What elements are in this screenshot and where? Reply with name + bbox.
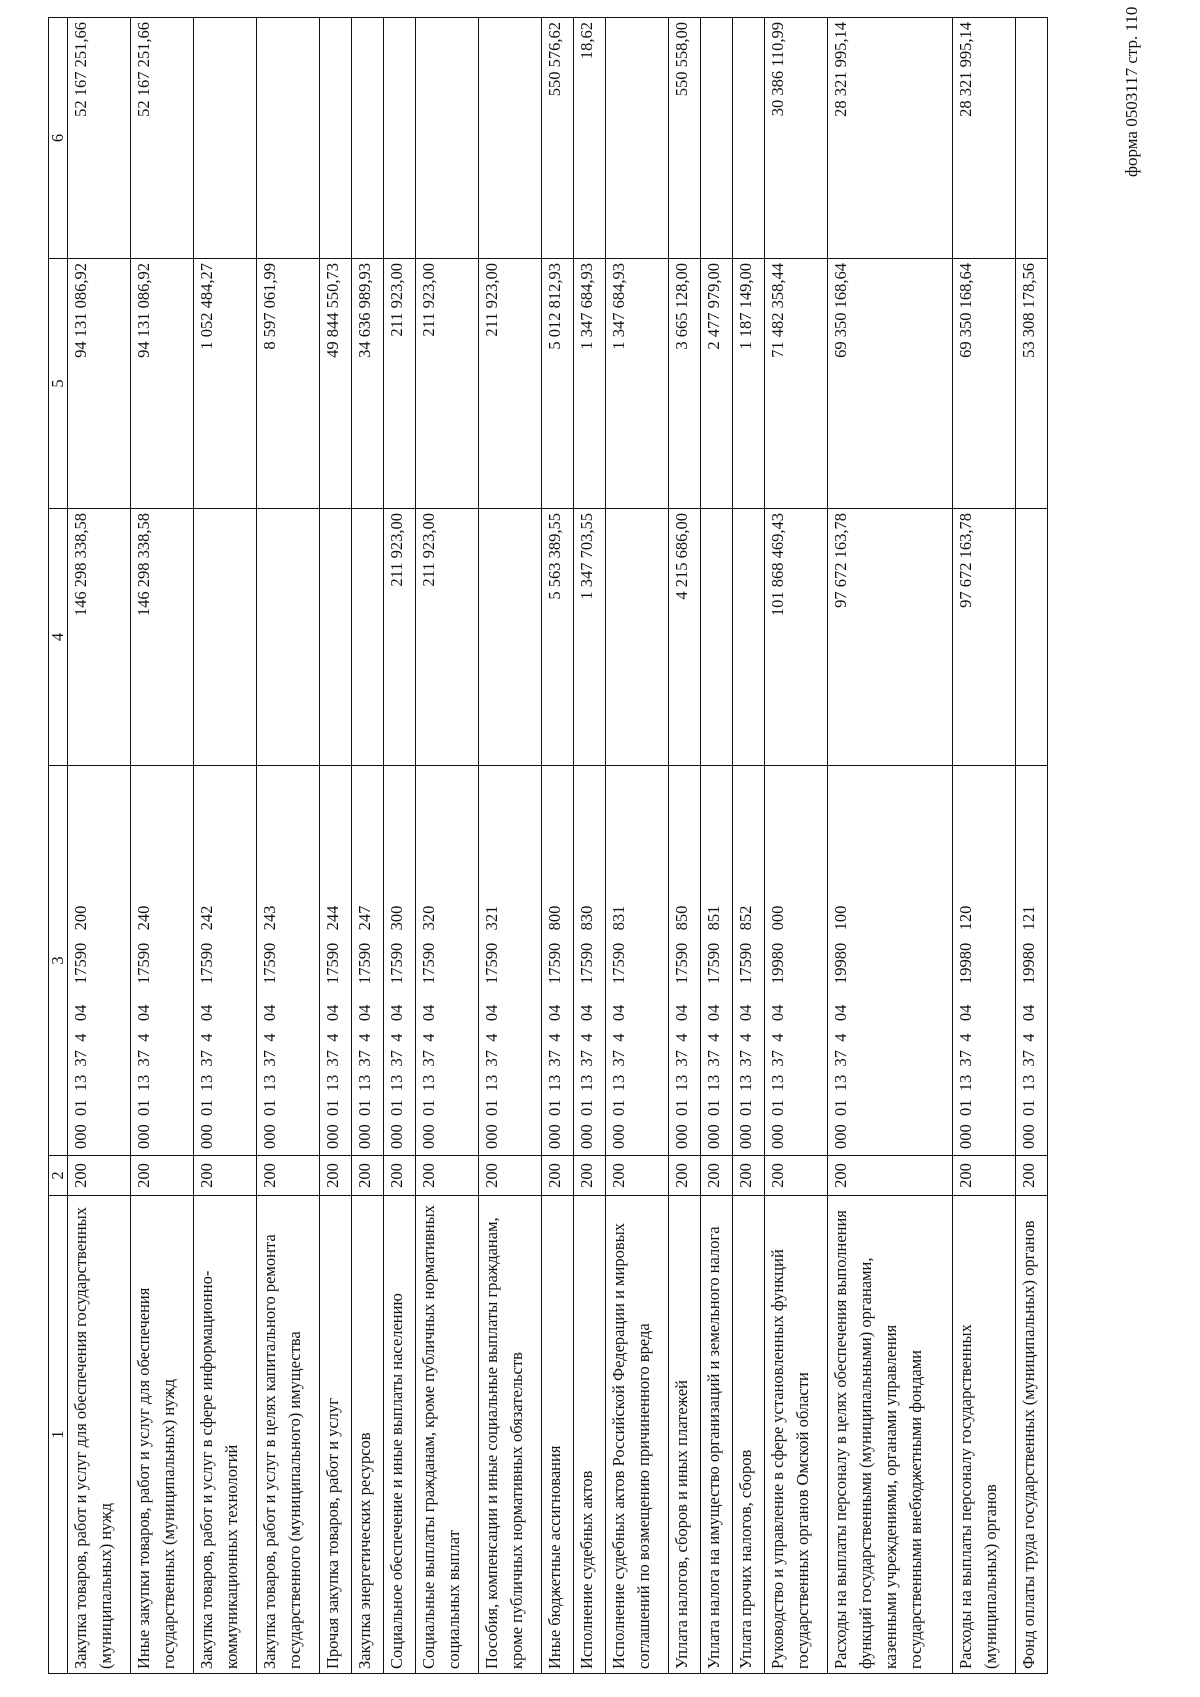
row-name: Расходы на выплаты персоналу в целях обеспечения выполнения функций государственными (муниципальными) органами, казенными учреждениями, органами управления государственными внебюджетными фондами bbox=[828, 1196, 953, 1674]
row-executed: 211 923,00 bbox=[383, 259, 415, 509]
row-executed: 211 923,00 bbox=[478, 259, 541, 509]
row-budget-code: 000 01 13 37 4 04 19980 120 bbox=[952, 766, 1015, 1156]
row-unexecuted bbox=[701, 18, 733, 259]
row-unexecuted: 550 576,62 bbox=[541, 18, 573, 259]
row-budget-code: 000 01 13 37 4 04 17590 852 bbox=[733, 766, 765, 1156]
column-header-4: 4 bbox=[49, 509, 68, 766]
row-approved bbox=[256, 509, 319, 766]
row-budget-code: 000 01 13 37 4 04 17590 320 bbox=[415, 766, 478, 1156]
table-row bbox=[130, 18, 193, 1674]
row-budget-code: 000 01 13 37 4 04 19980 000 bbox=[765, 766, 828, 1156]
table-row bbox=[383, 18, 415, 1674]
row-budget-code: 000 01 13 37 4 04 19980 100 bbox=[828, 766, 953, 1156]
row-approved bbox=[733, 509, 765, 766]
row-name: Закупка товаров, работ и услуг для обеспечения государственных (муниципальных) нужд bbox=[68, 1196, 131, 1674]
row-unexecuted: 18,62 bbox=[573, 18, 605, 259]
row-executed: 49 844 550,73 bbox=[319, 259, 351, 509]
row-unexecuted bbox=[383, 18, 415, 259]
row-name: Социальные выплаты гражданам, кроме публичных нормативных социальных выплат bbox=[415, 1196, 478, 1674]
row-budget-code: 000 01 13 37 4 04 17590 830 bbox=[573, 766, 605, 1156]
row-executed: 34 636 989,93 bbox=[351, 259, 383, 509]
row-unexecuted bbox=[351, 18, 383, 259]
table-row bbox=[606, 18, 669, 1674]
row-line-code: 200 bbox=[606, 1156, 669, 1196]
row-line-code: 200 bbox=[351, 1156, 383, 1196]
row-approved: 211 923,00 bbox=[383, 509, 415, 766]
row-approved bbox=[1015, 509, 1047, 766]
row-budget-code: 000 01 13 37 4 04 17590 242 bbox=[193, 766, 256, 1156]
table-row bbox=[1015, 18, 1047, 1674]
row-unexecuted bbox=[606, 18, 669, 259]
row-executed: 5 012 812,93 bbox=[541, 259, 573, 509]
row-executed: 71 482 358,44 bbox=[765, 259, 828, 509]
row-unexecuted bbox=[1015, 18, 1047, 259]
row-budget-code: 000 01 13 37 4 04 17590 244 bbox=[319, 766, 351, 1156]
table-row bbox=[573, 18, 605, 1674]
row-name: Расходы на выплаты персоналу государственных (муниципальных) органов bbox=[952, 1196, 1015, 1674]
row-line-code: 200 bbox=[193, 1156, 256, 1196]
row-name: Закупка товаров, работ и услуг в сфере информационно-коммуникационных технологий bbox=[193, 1196, 256, 1674]
row-executed: 69 350 168,64 bbox=[828, 259, 953, 509]
row-unexecuted bbox=[256, 18, 319, 259]
row-executed: 1 187 149,00 bbox=[733, 259, 765, 509]
row-name: Прочая закупка товаров, работ и услуг bbox=[319, 1196, 351, 1674]
row-executed: 2 477 979,00 bbox=[701, 259, 733, 509]
table-row bbox=[193, 18, 256, 1674]
row-approved: 5 563 389,55 bbox=[541, 509, 573, 766]
row-approved: 1 347 703,55 bbox=[573, 509, 605, 766]
table-row bbox=[415, 18, 478, 1674]
column-header-1: 1 bbox=[49, 1196, 68, 1674]
table-body bbox=[49, 18, 1048, 1674]
table-row bbox=[733, 18, 765, 1674]
row-line-code: 200 bbox=[1015, 1156, 1047, 1196]
row-approved: 97 672 163,78 bbox=[828, 509, 953, 766]
row-unexecuted bbox=[415, 18, 478, 259]
column-header-6: 6 bbox=[49, 18, 68, 259]
row-budget-code: 000 01 13 37 4 04 17590 831 bbox=[606, 766, 669, 1156]
column-header-3: 3 bbox=[49, 766, 68, 1156]
row-budget-code: 000 01 13 37 4 04 17590 851 bbox=[701, 766, 733, 1156]
row-budget-code: 000 01 13 37 4 04 17590 243 bbox=[256, 766, 319, 1156]
row-budget-code: 000 01 13 37 4 04 17590 850 bbox=[668, 766, 700, 1156]
row-executed: 53 308 178,56 bbox=[1015, 259, 1047, 509]
row-name: Исполнение судебных актов bbox=[573, 1196, 605, 1674]
row-executed: 211 923,00 bbox=[415, 259, 478, 509]
row-approved: 211 923,00 bbox=[415, 509, 478, 766]
row-name: Руководство и управление в сфере установленных функций государственных органов Омской области bbox=[765, 1196, 828, 1674]
table-row bbox=[668, 18, 700, 1674]
table-row bbox=[256, 18, 319, 1674]
row-approved: 4 215 686,00 bbox=[668, 509, 700, 766]
row-executed: 1 347 684,93 bbox=[606, 259, 669, 509]
header-row bbox=[49, 18, 68, 1674]
row-name: Уплата налогов, сборов и иных платежей bbox=[668, 1196, 700, 1674]
table-row bbox=[765, 18, 828, 1674]
row-approved bbox=[606, 509, 669, 766]
row-budget-code: 000 01 13 37 4 04 17590 800 bbox=[541, 766, 573, 1156]
row-budget-code: 000 01 13 37 4 04 17590 247 bbox=[351, 766, 383, 1156]
row-unexecuted: 30 386 110,99 bbox=[765, 18, 828, 259]
row-line-code: 200 bbox=[765, 1156, 828, 1196]
table-row bbox=[541, 18, 573, 1674]
row-approved bbox=[701, 509, 733, 766]
row-unexecuted bbox=[478, 18, 541, 259]
table-row bbox=[701, 18, 733, 1674]
row-budget-code: 000 01 13 37 4 04 17590 300 bbox=[383, 766, 415, 1156]
row-unexecuted: 52 167 251,66 bbox=[130, 18, 193, 259]
row-line-code: 200 bbox=[130, 1156, 193, 1196]
row-line-code: 200 bbox=[701, 1156, 733, 1196]
row-executed: 1 347 684,93 bbox=[573, 259, 605, 509]
row-budget-code: 000 01 13 37 4 04 17590 200 bbox=[68, 766, 131, 1156]
row-name: Пособия, компенсации и иные социальные выплаты гражданам, кроме публичных нормативных обязательств bbox=[478, 1196, 541, 1674]
row-line-code: 200 bbox=[733, 1156, 765, 1196]
table-row bbox=[478, 18, 541, 1674]
row-executed: 94 131 086,92 bbox=[130, 259, 193, 509]
row-unexecuted bbox=[319, 18, 351, 259]
row-executed: 8 597 061,99 bbox=[256, 259, 319, 509]
row-name: Иные закупки товаров, работ и услуг для обеспечения государственных (муниципальных) нужд bbox=[130, 1196, 193, 1674]
row-line-code: 200 bbox=[478, 1156, 541, 1196]
row-name: Социальное обеспечение и иные выплаты населению bbox=[383, 1196, 415, 1674]
table-row bbox=[319, 18, 351, 1674]
row-unexecuted: 28 321 995,14 bbox=[952, 18, 1015, 259]
row-approved: 101 868 469,43 bbox=[765, 509, 828, 766]
row-line-code: 200 bbox=[541, 1156, 573, 1196]
row-name: Уплата прочих налогов, сборов bbox=[733, 1196, 765, 1674]
row-unexecuted: 550 558,00 bbox=[668, 18, 700, 259]
row-approved bbox=[351, 509, 383, 766]
table-row bbox=[828, 18, 953, 1674]
form-label: форма 0503117 стр. 110 bbox=[1122, 6, 1141, 177]
row-name: Исполнение судебных актов Российской Федерации и мировых соглашений по возмещению причиненного вреда bbox=[606, 1196, 669, 1674]
row-executed: 69 350 168,64 bbox=[952, 259, 1015, 509]
row-approved: 97 672 163,78 bbox=[952, 509, 1015, 766]
row-name: Фонд оплаты труда государственных (муниципальных) органов bbox=[1015, 1196, 1047, 1674]
table-row bbox=[351, 18, 383, 1674]
row-line-code: 200 bbox=[668, 1156, 700, 1196]
row-approved bbox=[478, 509, 541, 766]
row-approved: 146 298 338,58 bbox=[130, 509, 193, 766]
row-line-code: 200 bbox=[952, 1156, 1015, 1196]
row-approved: 146 298 338,58 bbox=[68, 509, 131, 766]
row-unexecuted: 52 167 251,66 bbox=[68, 18, 131, 259]
row-executed: 94 131 086,92 bbox=[68, 259, 131, 509]
row-unexecuted: 28 321 995,14 bbox=[828, 18, 953, 259]
row-approved bbox=[319, 509, 351, 766]
row-name: Закупка энергетических ресурсов bbox=[351, 1196, 383, 1674]
row-line-code: 200 bbox=[68, 1156, 131, 1196]
row-name: Уплата налога на имущество организаций и земельного налога bbox=[701, 1196, 733, 1674]
row-budget-code: 000 01 13 37 4 04 17590 321 bbox=[478, 766, 541, 1156]
row-line-code: 200 bbox=[256, 1156, 319, 1196]
expenditure-table bbox=[48, 17, 1048, 1674]
table-row bbox=[68, 18, 131, 1674]
row-executed: 1 052 484,27 bbox=[193, 259, 256, 509]
row-line-code: 200 bbox=[415, 1156, 478, 1196]
row-unexecuted bbox=[733, 18, 765, 259]
row-line-code: 200 bbox=[828, 1156, 953, 1196]
row-name: Иные бюджетные ассигнования bbox=[541, 1196, 573, 1674]
row-line-code: 200 bbox=[319, 1156, 351, 1196]
row-unexecuted bbox=[193, 18, 256, 259]
row-budget-code: 000 01 13 37 4 04 17590 240 bbox=[130, 766, 193, 1156]
row-line-code: 200 bbox=[383, 1156, 415, 1196]
column-header-2: 2 bbox=[49, 1156, 68, 1196]
row-line-code: 200 bbox=[573, 1156, 605, 1196]
row-executed: 3 665 128,00 bbox=[668, 259, 700, 509]
table-row bbox=[952, 18, 1015, 1674]
column-header-5: 5 bbox=[49, 259, 68, 509]
row-approved bbox=[193, 509, 256, 766]
row-name: Закупка товаров, работ и услуг в целях капитального ремонта государственного (муниципального) имущества bbox=[256, 1196, 319, 1674]
row-budget-code: 000 01 13 37 4 04 19980 121 bbox=[1015, 766, 1047, 1156]
